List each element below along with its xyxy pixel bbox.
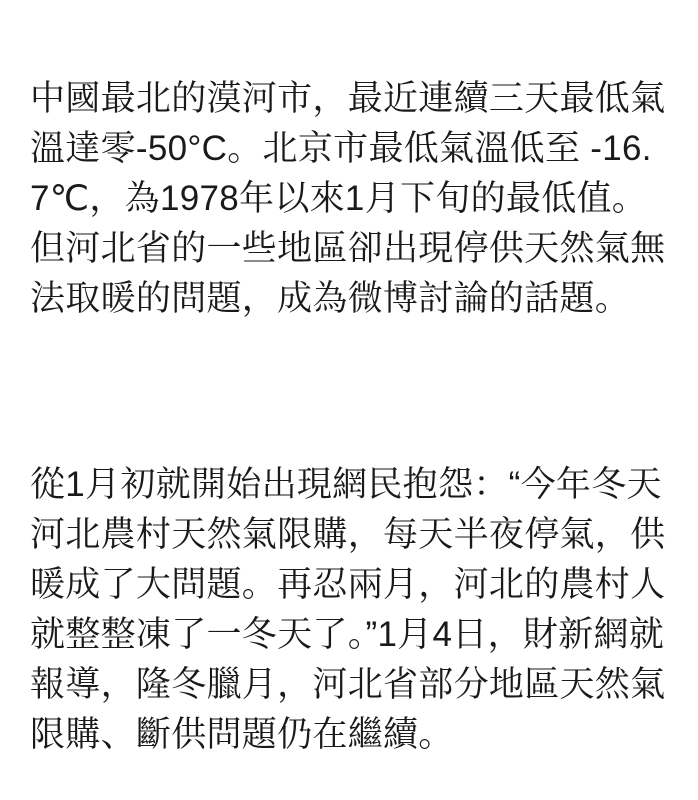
article-paragraph-complaints: 從1月初就開始出現網民抱怨：“今年冬天河北農村天然氣限購，每天半夜停氣，供暖成了大問題。再忍兩月，河北的農村人就整整凍了一冬天了。”1月4日，財新網就報導，隆冬臘月，河北省部分地區天然氣限購、斷供問題仍在繼續。 — [30, 465, 666, 754]
article-paragraph-weather: 中國最北的漠河市，最近連續三天最低氣溫達零-50°C。北京市最低氣溫低至 -16.7℃，為1978年以來1月下旬的最低值。但河北省的一些地區卻出現停供天然氣無法取暖的問題，成為微博討論的話題。 — [30, 79, 666, 318]
